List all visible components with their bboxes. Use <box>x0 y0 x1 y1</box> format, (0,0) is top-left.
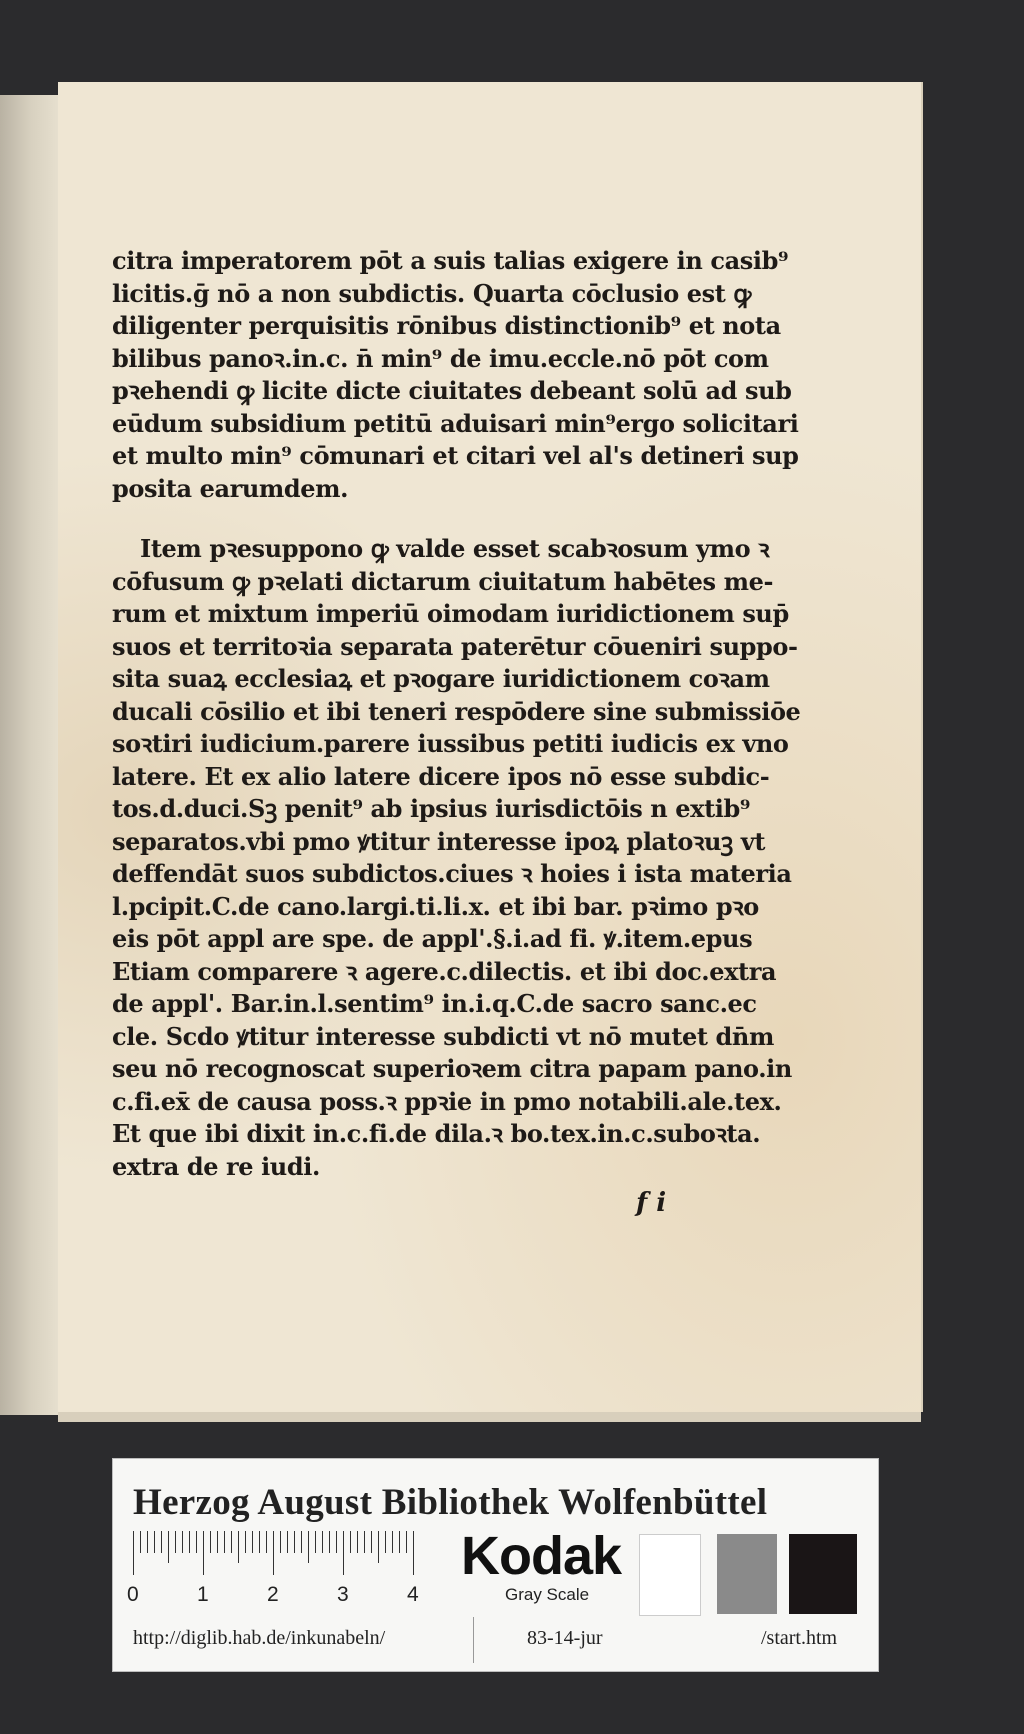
ruler-tick <box>343 1531 344 1575</box>
text-line: eis pōt appl are spe. de appl'.§.i.ad fi. ꝟ.item.epus <box>112 924 753 953</box>
text-line: rum et mixtum imperiū oimodam iuridictionem sup̄ <box>112 599 789 628</box>
printed-text-block <box>112 245 801 1183</box>
text-line: bilibus panoꝛ.in.c. n̄ min⁹ de imu.eccle.nō pōt com <box>112 343 769 373</box>
text-line: deffendāt suos subdictos.ciues ꝛ hoies i ista materia <box>112 859 792 888</box>
text-line: Et que ibi dixit in.c.fi.de dila.ꝛ bo.tex.in.c.suboꝛta. <box>112 1119 761 1148</box>
ruler-tick <box>315 1531 316 1553</box>
ruler-tick <box>161 1531 162 1553</box>
text-line: ducali cōsilio et ibi teneri respōdere sine submissiōe <box>112 696 801 726</box>
ruler-tick <box>371 1531 372 1553</box>
text-line: sita suaꝝ ecclesiaꝝ et pꝛogare iuridictionem coꝛam <box>112 664 770 693</box>
ruler-tick <box>259 1531 260 1553</box>
ruler-tick <box>147 1531 148 1553</box>
ruler-tick <box>350 1531 351 1553</box>
text-line: citra imperatorem pōt a suis talias exigere in casib⁹ <box>112 246 789 275</box>
text-line: cle. Scdo ꝟtitur interesse subdicti vt nō mutet dn̄m <box>112 1021 774 1051</box>
ruler-tick <box>168 1531 169 1563</box>
text-line: Etiam comparere ꝛ agere.c.dilectis. et ibi doc.extra <box>112 956 777 986</box>
library-color-card <box>112 1458 879 1672</box>
ruler-tick <box>203 1531 204 1575</box>
ruler-number: 3 <box>337 1583 349 1606</box>
ruler-tick <box>357 1531 358 1553</box>
text-line: l.pcipit.C.de cano.largi.ti.li.x. et ibi bar. pꝛimo pꝛo <box>112 891 759 921</box>
text-line: extra de re iudi. <box>112 1151 320 1181</box>
black-swatch <box>789 1534 857 1614</box>
text-line: licitis.ḡ nō a non subdictis. Quarta cōclusio est ꝙ <box>112 278 752 308</box>
ruler-tick <box>154 1531 155 1553</box>
scale-ruler <box>127 1531 463 1609</box>
ruler-tick <box>245 1531 246 1553</box>
text-line: cōfusum ꝙ pꝛelati dictarum ciuitatum habētes me- <box>112 566 774 596</box>
ruler-tick <box>329 1531 330 1553</box>
text-line: tos.d.duci.Sꝫ penit⁹ ab ipsius iurisdictōis n extib⁹ <box>112 794 750 823</box>
kodak-logo: Kodak <box>461 1526 622 1586</box>
ruler-tick <box>175 1531 176 1553</box>
ruler-tick <box>301 1531 302 1553</box>
text-line: pꝛehendi ꝙ licite dicte ciuitates debeant solū ad sub <box>112 376 792 405</box>
text-line: soꝛtiri iudicium.parere iussibus petiti iudicis ex vno <box>112 729 789 758</box>
ruler-tick <box>252 1531 253 1553</box>
text-line: diligenter perquisitis rōnibus distinctionib⁹ et nota <box>112 311 781 340</box>
text-line: latere. Et ex alio latere dicere ipos nō esse subdic- <box>112 761 770 791</box>
digital-library-url: http://diglib.hab.de/inkunabeln/ <box>133 1627 386 1649</box>
previous-page-edge <box>0 95 60 1415</box>
ruler-tick <box>196 1531 197 1553</box>
ruler-number: 1 <box>197 1583 209 1606</box>
ruler-tick <box>238 1531 239 1563</box>
paragraph-gap <box>112 505 712 533</box>
ruler-tick <box>210 1531 211 1553</box>
ruler-tick <box>385 1531 386 1553</box>
ruler-tick <box>406 1531 407 1553</box>
text-line: posita earumdem. <box>112 473 349 503</box>
ruler-tick <box>140 1531 141 1553</box>
white-swatch <box>639 1534 701 1616</box>
ruler-number: 2 <box>267 1583 279 1606</box>
ruler-tick <box>231 1531 232 1553</box>
ruler-tick <box>266 1531 267 1553</box>
ruler-tick <box>217 1531 218 1553</box>
ruler-tick <box>336 1531 337 1553</box>
ruler-tick <box>189 1531 190 1553</box>
ruler-tick <box>224 1531 225 1553</box>
text-line: Item pꝛesuppono ꝙ valde esset scabꝛosum ymo ꝛ <box>140 534 770 563</box>
ruler-tick <box>294 1531 295 1553</box>
ruler-tick <box>182 1531 183 1553</box>
text-line: et multo min⁹ cōmunari et citari vel al's detineri sup <box>112 441 799 470</box>
ruler-number: 4 <box>407 1583 419 1606</box>
page-bottom-edge <box>58 1412 921 1422</box>
text-line: c.fi.ex̄ de causa poss.ꝛ ppꝛie in pmo notabili.ale.tex. <box>112 1086 782 1116</box>
text-line: separatos.vbi pmo ꝟtitur interesse ipoꝝ platoꝛuꝫ vt <box>112 826 766 856</box>
ruler-tick <box>364 1531 365 1553</box>
ruler-tick <box>280 1531 281 1553</box>
gray-scale-label: Gray Scale <box>505 1585 590 1604</box>
ruler-tick <box>378 1531 379 1563</box>
library-title: Herzog August Bibliothek Wolfenbüttel <box>133 1482 768 1523</box>
ruler-tick <box>322 1531 323 1553</box>
start-path: /start.htm <box>761 1627 838 1649</box>
text-line: eūdum subsidium petitū aduisari min⁹ergo solicitari <box>112 408 799 438</box>
text-line: suos et territoꝛia separata paterētur cōueniri suppo- <box>112 631 798 661</box>
ruler-tick <box>413 1531 414 1575</box>
ruler-tick <box>392 1531 393 1553</box>
text-line: de appl'. Bar.in.l.sentim⁹ in.i.q.C.de sacro sanc.ec <box>112 989 757 1018</box>
ruler-tick <box>133 1531 134 1575</box>
ruler-tick <box>287 1531 288 1553</box>
text-line: seu nō recognoscat superioꝛem citra papam pano.in <box>112 1054 792 1083</box>
ruler-tick <box>273 1531 274 1575</box>
signature-mark: f i <box>636 1188 667 1218</box>
shelfmark: 83-14-jur <box>527 1627 603 1649</box>
gray-swatch <box>717 1534 777 1614</box>
ruler-number: 0 <box>127 1583 139 1606</box>
ruler-tick <box>399 1531 400 1553</box>
divider <box>473 1617 474 1663</box>
ruler-tick <box>308 1531 309 1563</box>
